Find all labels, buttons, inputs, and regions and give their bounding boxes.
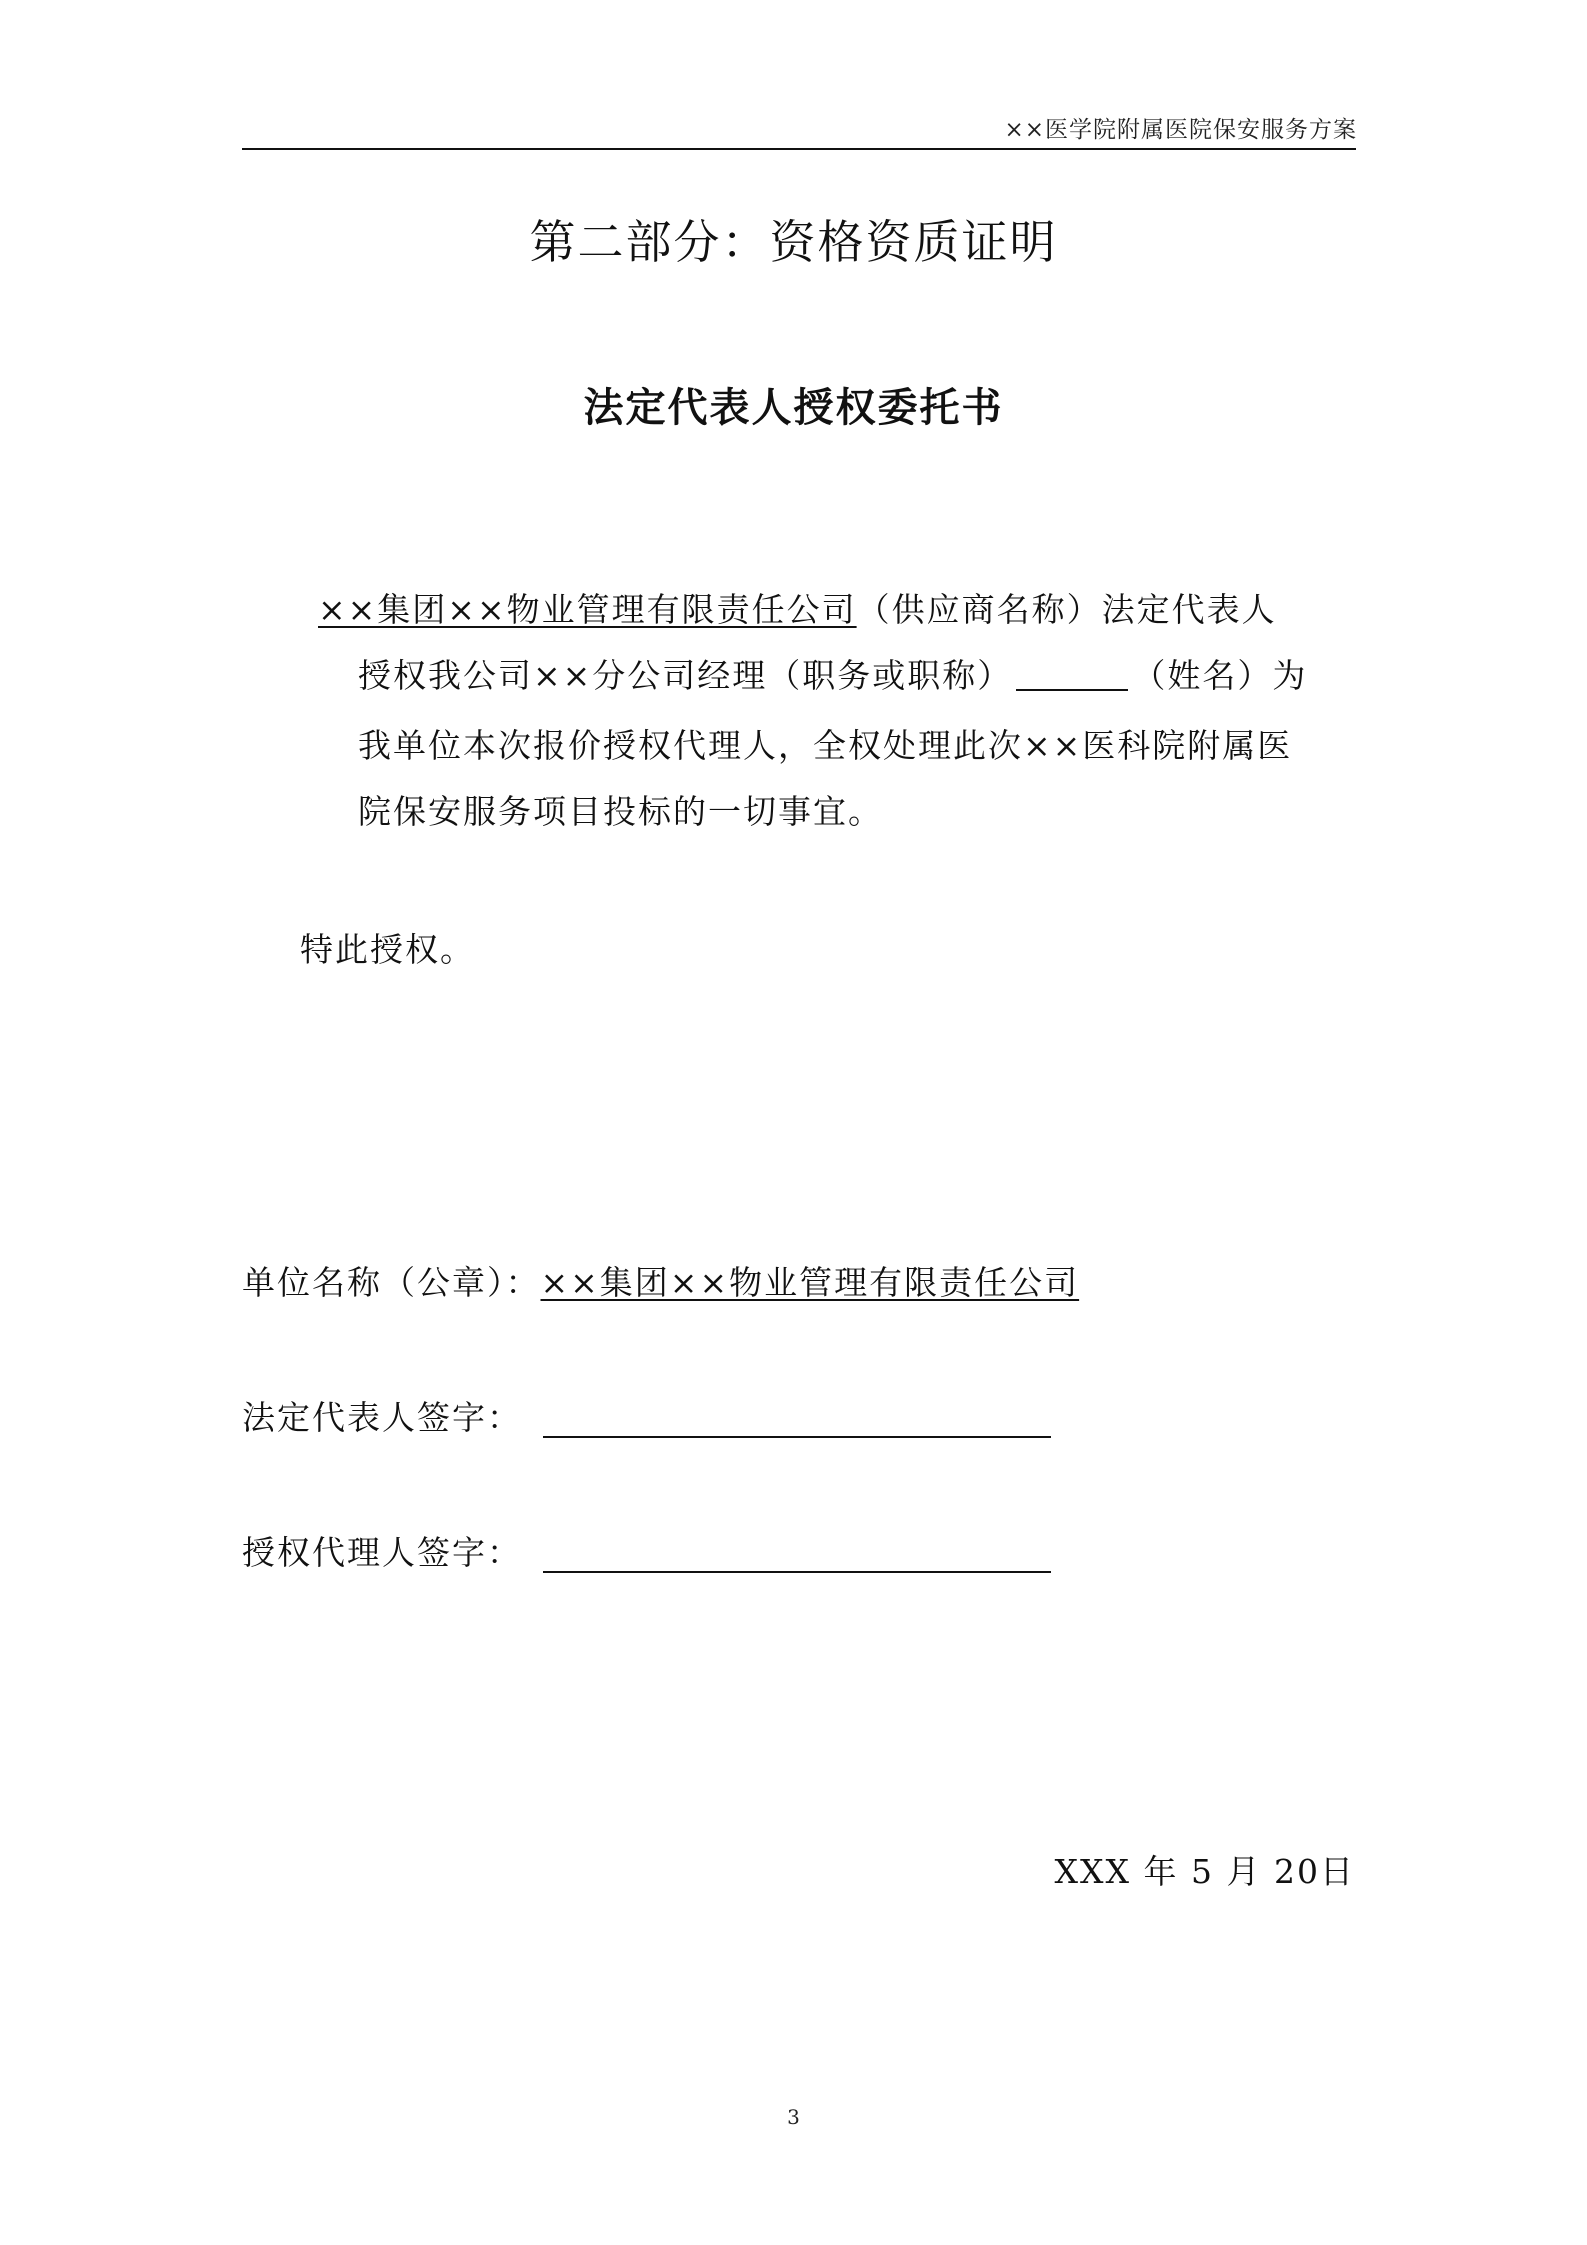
body-line-4: 院保安服务项目投标的一切事宜。: [358, 792, 883, 831]
date-day-unit: 日: [1320, 1852, 1355, 1891]
agent-signature-line: [543, 1571, 1051, 1573]
unit-name-row: [242, 1263, 1079, 1303]
legal-rep-signature-line: [543, 1436, 1051, 1438]
unit-name-value: ××集团××物业管理有限责任公司: [540, 1263, 1080, 1302]
date-month-unit: 月: [1226, 1852, 1262, 1891]
body-line-1: [318, 590, 1277, 630]
running-header: ××医学院附属医院保安服务方案: [1004, 117, 1357, 143]
header-rule: [242, 148, 1356, 150]
body-line-2-start: 授权我公司××分公司经理（职务或职称）: [358, 656, 1013, 695]
body-line-2-end: （姓名）为: [1132, 656, 1308, 695]
date-year: XXX: [1054, 1852, 1131, 1891]
agent-signature-label: 授权代理人签字：: [242, 1533, 522, 1572]
unit-name-label: 单位名称（公章）：: [242, 1263, 541, 1302]
date-year-unit: 年: [1143, 1852, 1179, 1891]
document-title: 法定代表人授权委托书: [583, 385, 1004, 431]
closing-text: 特此授权。: [300, 930, 475, 969]
body-line-3: 我单位本次报价授权代理人，全权处理此次××医科院附属医: [358, 726, 1293, 765]
supplier-name: ××集团××物业管理有限责任公司: [318, 590, 857, 629]
name-blank-line: [1016, 687, 1128, 691]
body-line-1-rest: （供应商名称）法定代表人: [856, 590, 1277, 629]
date-line: [1055, 1852, 1355, 1892]
page-number: 3: [787, 2105, 800, 2129]
date-month: 5: [1191, 1852, 1214, 1891]
date-day: 20: [1274, 1852, 1320, 1891]
body-line-2: [358, 656, 1307, 696]
section-title: 第二部分：资格资质证明: [529, 215, 1058, 269]
legal-rep-signature-label: 法定代表人签字：: [242, 1398, 522, 1437]
